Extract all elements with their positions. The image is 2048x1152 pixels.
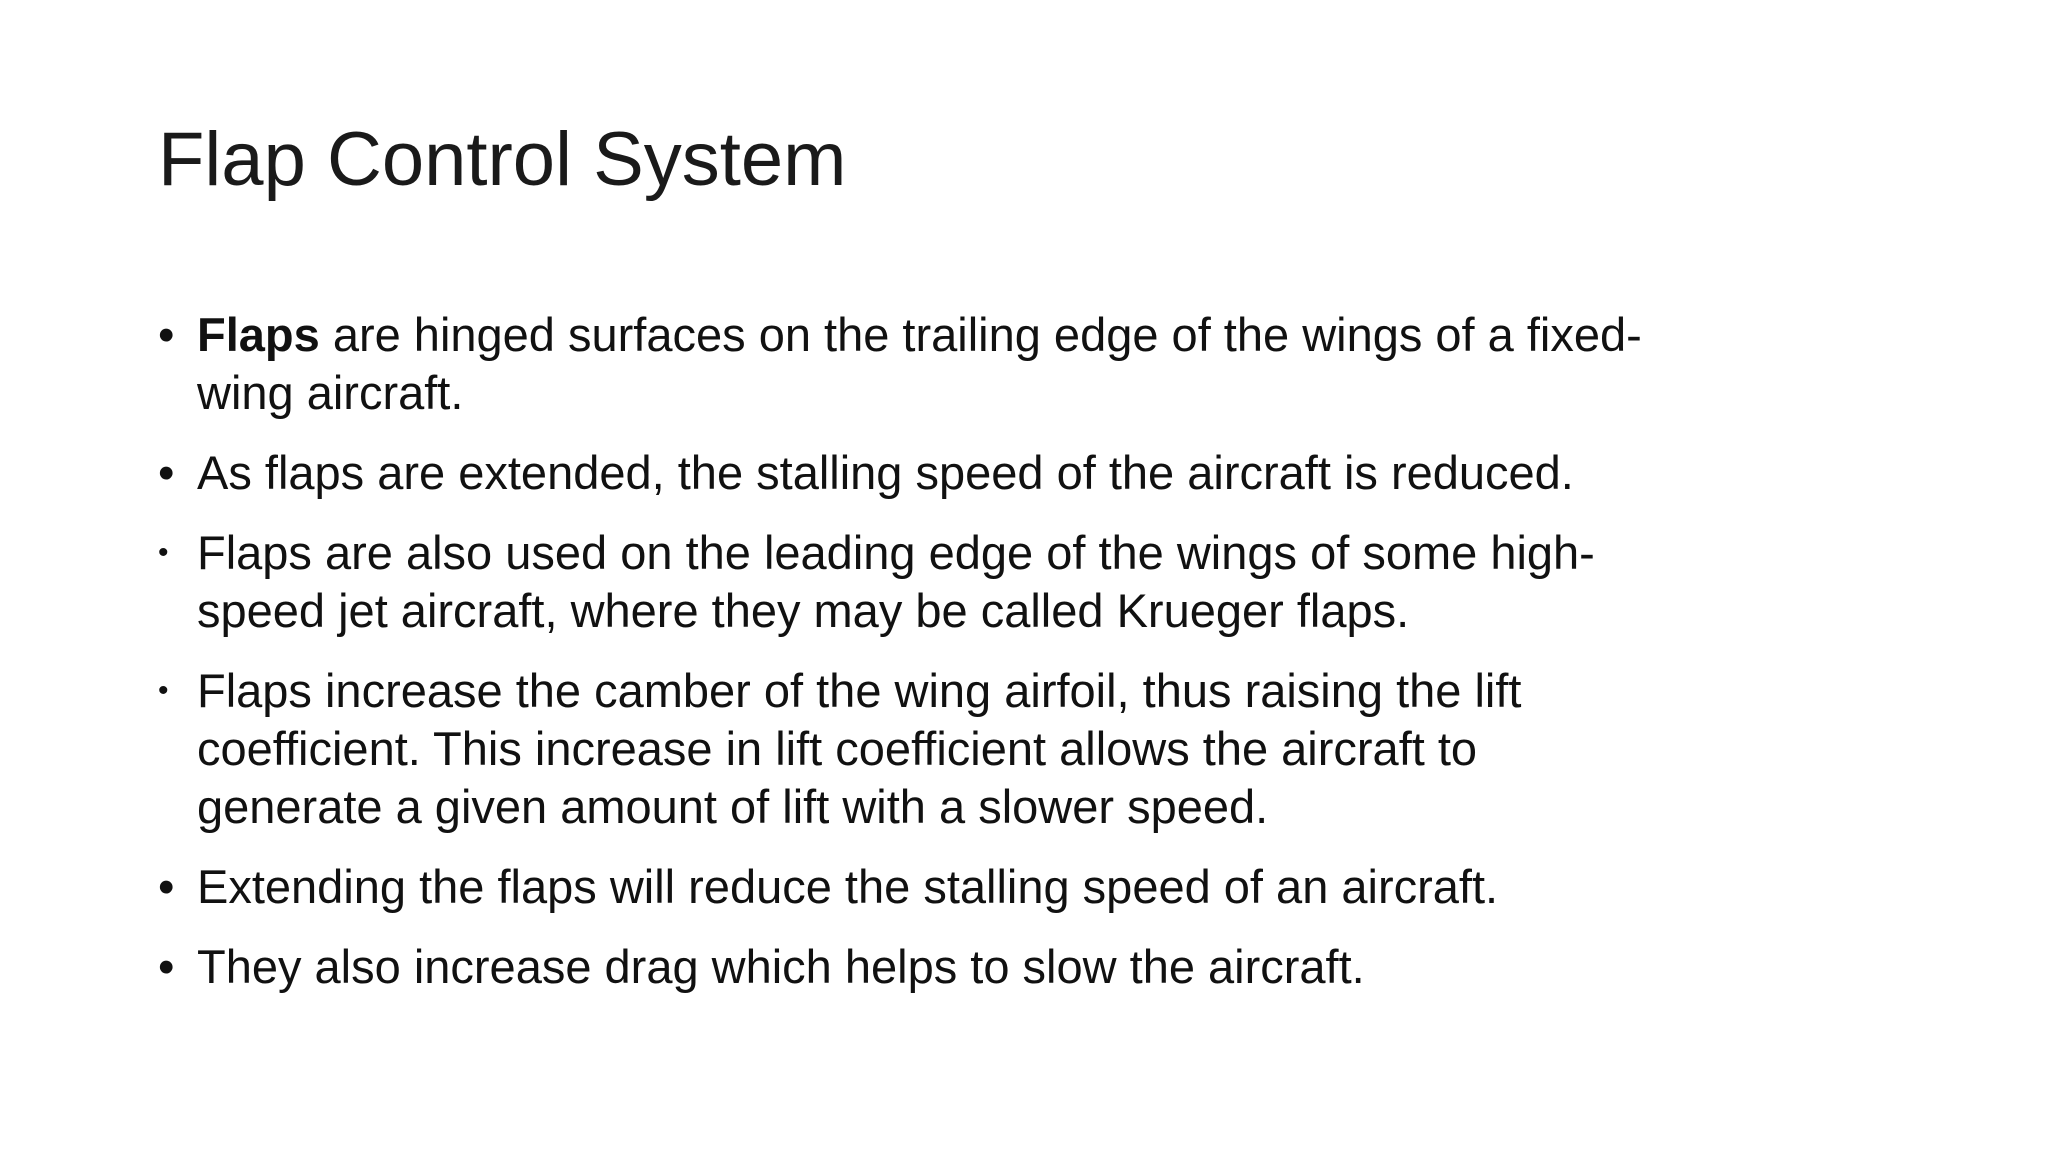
bullet-bold-term: Flaps bbox=[197, 308, 320, 361]
bullet-item bbox=[158, 662, 1918, 836]
bullet-text-line: are hinged surfaces on the trailing edge of the wings of a fixed- bbox=[319, 308, 1642, 361]
bullet-text-line: As flaps are extended, the stalling speed of the aircraft is reduced. bbox=[197, 446, 1574, 499]
bullet-text-line: Flaps are also used on the leading edge of the wings of some high- bbox=[197, 526, 1595, 579]
bullet-text-line: speed jet aircraft, where they may be called Krueger flaps. bbox=[197, 584, 1410, 637]
bullet-text-line: generate a given amount of lift with a slower speed. bbox=[197, 780, 1269, 833]
bullet-item bbox=[158, 524, 1918, 640]
bullet-text-line: Extending the flaps will reduce the stalling speed of an aircraft. bbox=[197, 860, 1499, 913]
bullet-item bbox=[158, 306, 1918, 422]
bullet-item bbox=[158, 444, 1918, 502]
bullet-icon: • bbox=[158, 860, 175, 913]
bullet-list bbox=[158, 306, 1918, 1018]
bullet-icon: • bbox=[158, 674, 169, 707]
bullet-icon: • bbox=[158, 446, 175, 499]
slide-title: Flap Control System bbox=[158, 117, 847, 202]
bullet-text-line: Flaps increase the camber of the wing airfoil, thus raising the lift bbox=[197, 664, 1522, 717]
bullet-icon: • bbox=[158, 536, 169, 569]
bullet-item bbox=[158, 938, 1918, 996]
bullet-text-line: They also increase drag which helps to slow the aircraft. bbox=[197, 940, 1365, 993]
bullet-text-line: wing aircraft. bbox=[197, 366, 464, 419]
bullet-icon: • bbox=[158, 308, 175, 361]
bullet-text-line: coefficient. This increase in lift coefficient allows the aircraft to bbox=[197, 722, 1478, 775]
bullet-icon: • bbox=[158, 940, 175, 993]
bullet-item bbox=[158, 858, 1918, 916]
